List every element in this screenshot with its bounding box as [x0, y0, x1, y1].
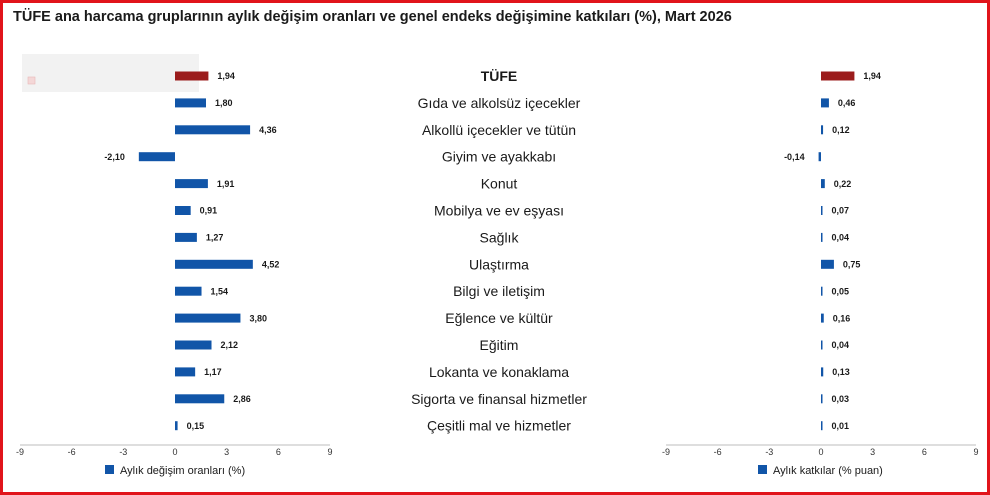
data-label: -0,14 [784, 151, 805, 162]
category-label: Çeşitli mal ve hizmetler [427, 417, 571, 434]
bar [821, 394, 823, 403]
data-label: 1,54 [210, 286, 229, 297]
bar [821, 314, 824, 323]
data-label: 0,04 [831, 340, 850, 351]
x-tick-label: -6 [67, 447, 76, 457]
x-tick-label: -9 [661, 447, 671, 457]
legend-label: Aylık değişim oranları (%) [120, 465, 246, 477]
data-label: 2,86 [233, 394, 251, 404]
data-label: 0,01 [831, 420, 850, 431]
data-label: 0,13 [832, 367, 850, 378]
data-label: 1,17 [204, 367, 222, 378]
x-tick-label: 3 [870, 447, 876, 457]
x-tick-label: -3 [119, 447, 128, 457]
bar [175, 341, 212, 350]
data-label: 1,27 [205, 232, 224, 243]
category-label: Eğitim [479, 337, 519, 353]
data-label: 0,07 [831, 205, 850, 216]
bar [821, 72, 854, 81]
category-label: Konut [480, 175, 518, 192]
bar [175, 287, 202, 296]
legend-swatch [758, 465, 767, 474]
data-label: 0,46 [837, 98, 856, 109]
bar [821, 260, 834, 269]
legend-label: Aylık katkılar (% puan) [773, 465, 883, 477]
bar [821, 421, 823, 430]
bar [175, 98, 206, 107]
data-label: 0,15 [186, 420, 205, 431]
bar [821, 341, 823, 350]
bar [175, 72, 208, 81]
data-label: 0,75 [842, 259, 861, 270]
data-label: 0,16 [832, 313, 851, 324]
category-label: Mobilya ve ev eşyası [434, 202, 564, 219]
data-label: 3,80 [249, 313, 267, 324]
bar [821, 179, 825, 188]
data-label: 0,91 [199, 205, 218, 216]
data-label: 0,04 [831, 232, 850, 243]
data-label: 0,03 [831, 394, 850, 404]
x-tick-label: -9 [15, 447, 25, 457]
data-label: 4,36 [259, 125, 277, 135]
x-tick-label: 6 [921, 447, 927, 457]
data-label: 0,12 [832, 125, 850, 135]
chart-title: TÜFE ana harcama gruplarının aylık değişim oranları ve genel endeks değişimine katkıları (%), Mart 2026 [13, 9, 732, 25]
bar [175, 260, 253, 269]
x-tick-label: 0 [818, 447, 824, 457]
data-label: 0,05 [831, 286, 850, 297]
x-tick-label: 3 [224, 447, 230, 457]
bar [175, 314, 240, 323]
data-label: 1,94 [863, 71, 881, 82]
category-label: Sigorta ve finansal hizmetler [411, 390, 587, 407]
x-tick-label: 9 [973, 447, 979, 457]
legend-swatch [105, 465, 114, 474]
data-label: -2,10 [104, 151, 125, 162]
bar [819, 152, 821, 161]
bar [175, 367, 195, 376]
bar [175, 179, 208, 188]
category-label: Giyim ve ayakkabı [441, 148, 557, 165]
bar [821, 98, 829, 107]
x-tick-label: 0 [172, 447, 178, 457]
bar [821, 233, 823, 242]
category-label: Alkollü içecekler ve tütün [421, 121, 577, 138]
category-label: Bilgi ve iletişim [453, 283, 545, 300]
data-label: 4,52 [261, 259, 280, 270]
bar [175, 206, 191, 215]
bar [175, 233, 197, 242]
bar [175, 394, 224, 403]
bar [175, 421, 178, 430]
x-tick-label: 9 [327, 447, 333, 457]
bar [821, 125, 823, 134]
category-label: Gıda ve alkolsüz içecekler [417, 94, 581, 111]
x-tick-label: -3 [765, 447, 774, 457]
category-label: Sağlık [479, 229, 519, 246]
bar [175, 125, 250, 134]
data-label: 2,12 [220, 340, 239, 351]
x-tick-label: 6 [275, 447, 281, 457]
data-label: 1,91 [216, 178, 235, 189]
category-label: TÜFE [480, 68, 518, 84]
category-label: Ulaştırma [469, 256, 529, 273]
category-label: Lokanta ve konaklama [428, 363, 570, 380]
chart-canvas [3, 3, 987, 492]
x-tick-label: -6 [713, 447, 722, 457]
data-label: 1,80 [215, 98, 233, 109]
data-label: 1,94 [217, 71, 235, 82]
highlight-row-bg [22, 54, 199, 92]
highlight-marker [28, 77, 35, 84]
bar [139, 152, 175, 161]
data-label: 0,22 [833, 178, 852, 189]
category-label: Eğlence ve kültür [445, 310, 553, 327]
bar [821, 206, 823, 215]
bar [821, 287, 823, 296]
bar [821, 367, 823, 376]
